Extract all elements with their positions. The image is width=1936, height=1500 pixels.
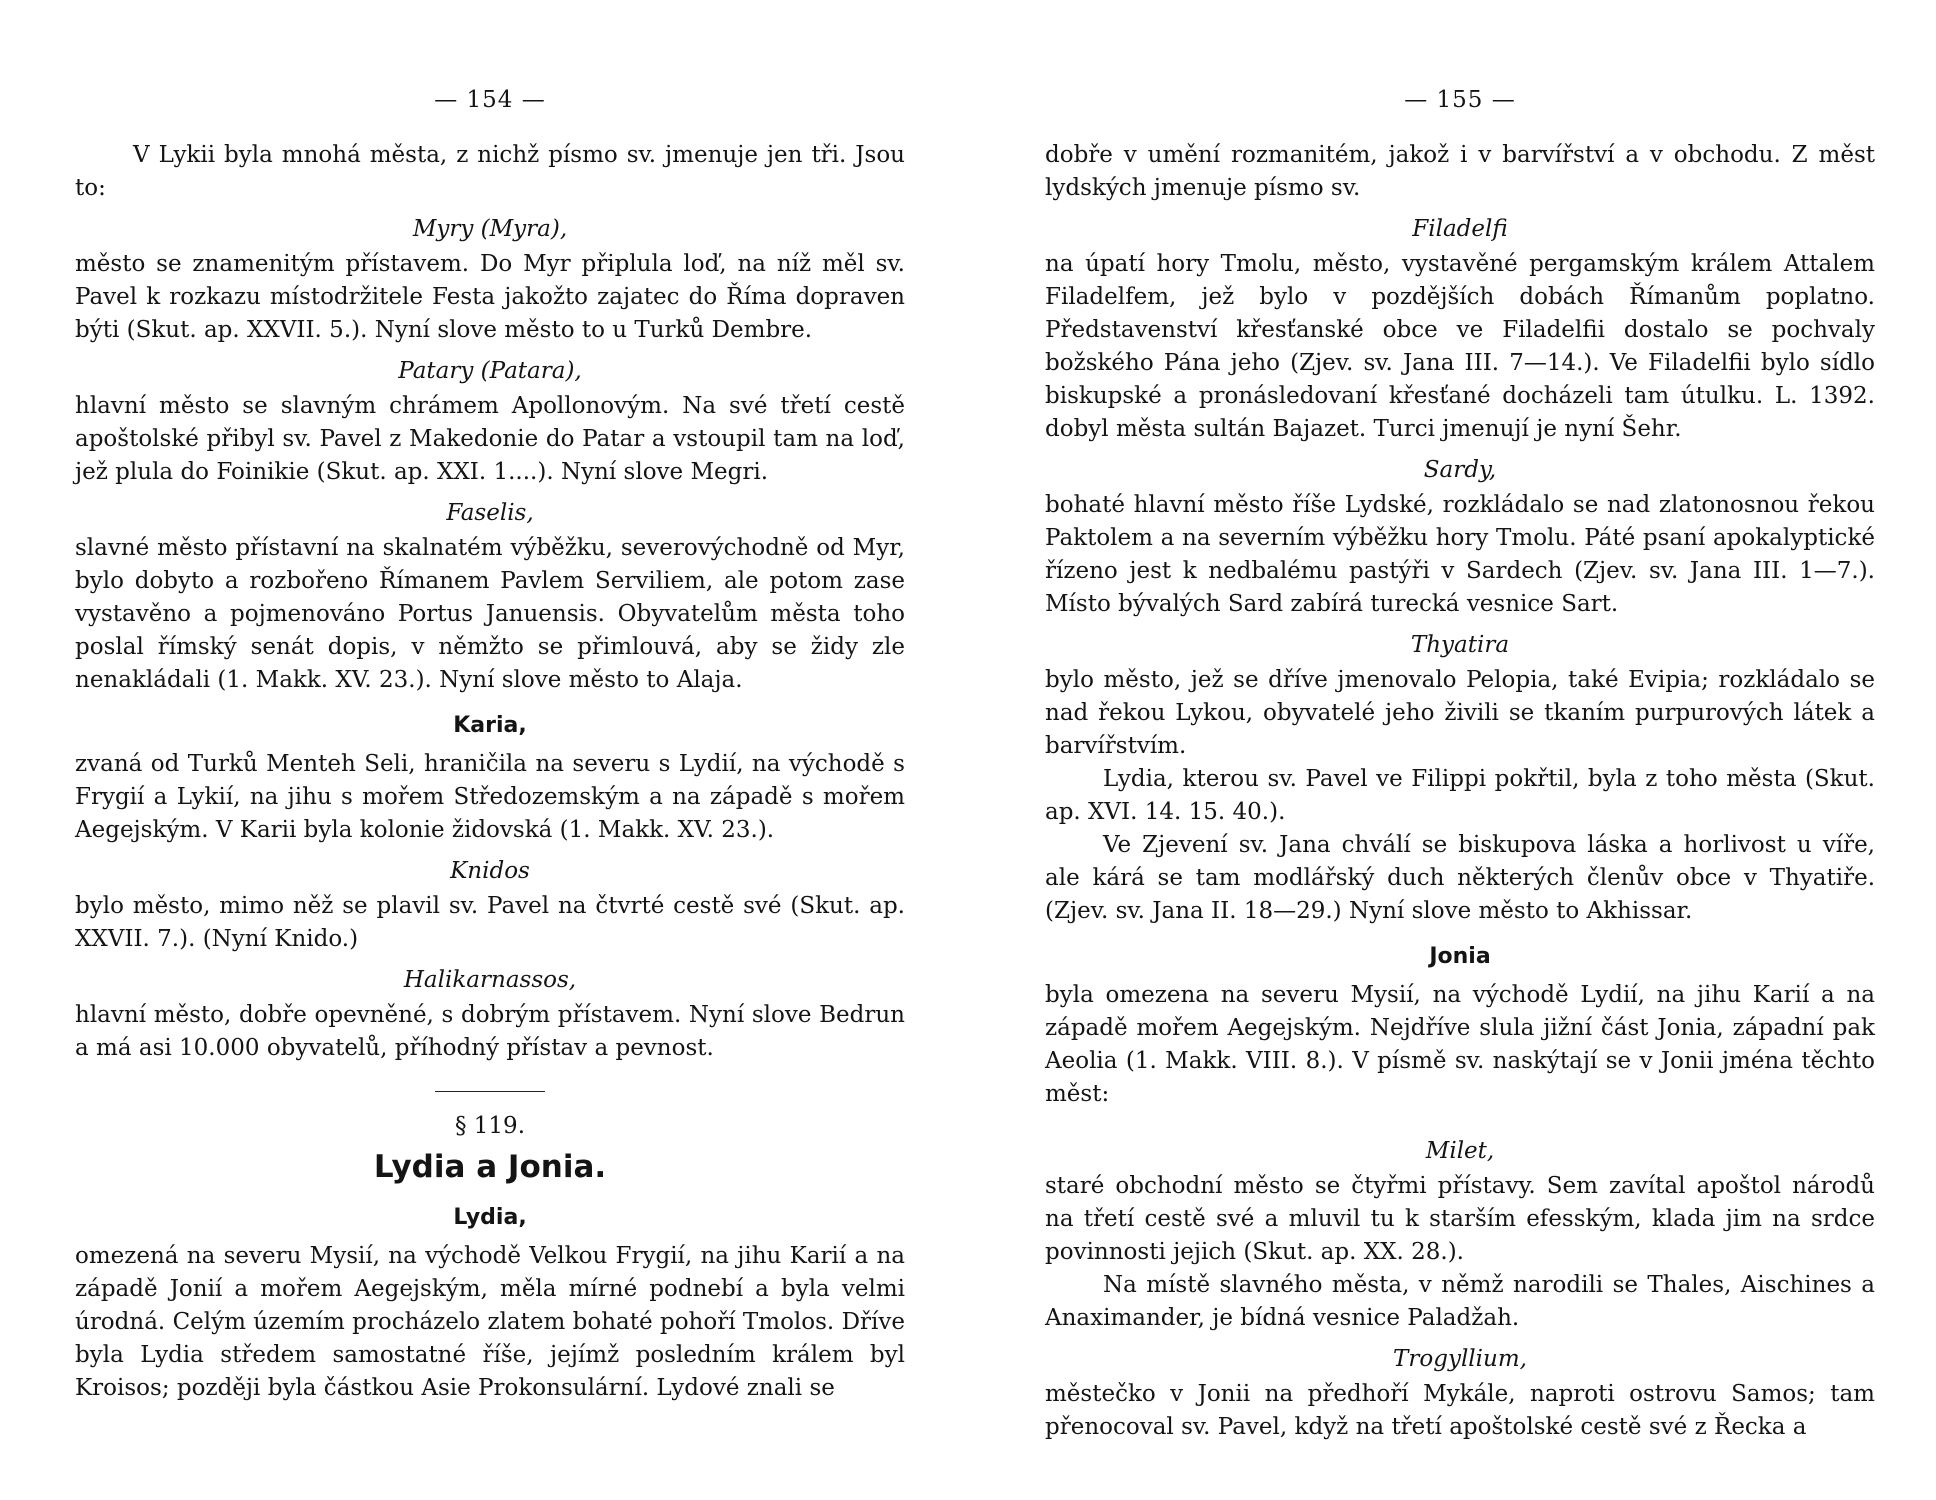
paragraph: město se znamenitým přístavem. Do Myr připlula loď, na níž měl sv. Pavel k rozkazu místodržitele Festa jakožto zajatec do Říma dopraven býti (Skut. ap. XXVII. 5.). Nyní slove město to u Turků Dembre. (75, 251, 905, 343)
paragraph: bylo město, mimo něž se plavil sv. Pavel na čtvrté cestě své (Skut. ap. XXVII. 7.). (Nyní Knido.) (75, 893, 905, 952)
place-heading: Milet, (1425, 1138, 1495, 1164)
place-heading: Filadelfi (1412, 216, 1508, 242)
paragraph: Na místě slavného města, v němž narodili se Thales, Aischines a Anaximander, je bídná vesnice Paladžah. (1045, 1272, 1875, 1331)
paragraph: omezená na severu Mysií, na východě Velkou Frygií, na jihu Karií a na západě Jonií a mořem Aegejským, měla mírné podnebí a byla velmi úrodná. Celým územím procházelo zlatem bohaté pohoří Tmolos. Dříve byla Lydia středem samostatné říše, jejímž posledním králem byl Kroisos; později byla částkou Asie Prokonsulární. Lydové znali se (75, 1243, 905, 1401)
place-heading: Halikarnassos, (403, 967, 577, 993)
region-heading: Lydia, (453, 1205, 527, 1230)
paragraph: zvaná od Turků Menteh Seli, hraničila na severu s Lydií, na východě s Frygií a Lykií, na jihu s mořem Středozemským a na západě s mořem Aegejským. V Karii byla kolonie židovská (1. Makk. XV. 23.). (75, 751, 905, 843)
place-heading: Faselis, (446, 500, 534, 526)
paragraph: slavné město přístavní na skalnatém výběžku, severovýchodně od Myr, bylo dobyto a rozbořeno Římanem Pavlem Serviliem, ale potom zase vystavěno a pojmenováno Portus Januensis. Obyvatelům města toho poslal římský senát dopis, v němžto se přimlouvá, aby se židy zle nenakládali (1. Makk. XV. 23.). Nyní slove město to Alaja. (75, 535, 905, 693)
section-number: § 119. (454, 1113, 526, 1139)
paragraph: dobře v umění rozmanitém, jakož i v barvířství a v obchodu. Z měst lydských jmenuje písmo sv. (1045, 142, 1875, 201)
paragraph: Ve Zjevení sv. Jana chválí se biskupova láska a horlivost u víře, ale kárá se tam modlářský duch některých členův obce v Thyatiře. (Zjev. sv. Jana II. 18—29.) Nyní slove město to Akhissar. (1045, 832, 1875, 924)
region-heading: Jonia (1429, 944, 1491, 969)
place-heading: Trogyllium, (1393, 1346, 1527, 1372)
right-page (1045, 84, 1875, 1444)
place-heading: Knidos (450, 858, 530, 884)
paragraph: bylo město, jež se dříve jmenovalo Pelopia, také Evipia; rozkládalo se nad řekou Lykou, obyvatelé jeho živili se tkaním purpurových látek a barvířstvím. (1045, 667, 1875, 759)
paragraph: staré obchodní město se čtyřmi přístavy. Sem zavítal apoštol národů na třetí cestě své a mluvil tu k starším efesským, klada jim na srdce povinnosti jejich (Skut. ap. XX. 28.). (1045, 1173, 1875, 1265)
left-page (75, 84, 905, 1405)
paragraph: městečko v Jonii na předhoří Mykále, naproti ostrovu Samos; tam přenocoval sv. Pavel, když na třetí apoštolské cestě své z Řecka a (1045, 1381, 1875, 1440)
section-title: Lydia a Jonia. (373, 1149, 607, 1185)
paragraph: na úpatí hory Tmolu, město, vystavěné pergamským králem Attalem Filadelfem, jež bylo v pozdějších dobách Římanům poplatno. Představenství křesťanské obce ve Filadelfii dostalo se pochvaly božského Pána jeho (Zjev. sv. Jana III. 7—14.). Ve Filadelfii bylo sídlo biskupské a pronásledovaní křesťané docházeli tam útulku. L. 1392. dobyl města sultán Bajazet. Turci jmenují je nyní Šehr. (1045, 251, 1875, 442)
place-heading: Sardy, (1423, 457, 1497, 483)
place-heading: Myry (Myra), (412, 216, 568, 242)
place-heading: Thyatira (1410, 632, 1510, 658)
paragraph: bohaté hlavní město říše Lydské, rozkládalo se nad zlatonosnou řekou Paktolem a na severním výběžku hory Tmolu. Páté psaní apokalyptické řízeno jest k nedbalému pastýři v Sardech (Zjev. sv. Jana III. 1—7.). Místo bývalých Sard zabírá turecká vesnice Sart. (1045, 492, 1875, 617)
place-heading: Patary (Patara), (398, 358, 582, 384)
paragraph: Lydia, kterou sv. Pavel ve Filippi pokřtil, byla z toho města (Skut. ap. XVI. 14. 15. 40.). (1045, 766, 1875, 825)
paragraph: byla omezena na severu Mysií, na východě Lydií, na jihu Karií a na západě mořem Aegejským. Nejdříve slula jižní část Jonia, západní pak Aeolia (1. Makk. VIII. 8.). V písmě sv. naskýtají se v Jonii jména těchto měst: (1045, 982, 1875, 1107)
page-number: — 154 — (434, 87, 546, 113)
page-number: — 155 — (1404, 87, 1516, 113)
paragraph: hlavní město, dobře opevněné, s dobrým přístavem. Nyní slove Bedrun a má asi 10.000 obyvatelů, příhodný přístav a pevnost. (75, 1002, 905, 1061)
paragraph: hlavní město se slavným chrámem Apollonovým. Na své třetí cestě apoštolské přibyl sv. Pavel z Makedonie do Patar a vstoupil tam na loď, jež plula do Foinikie (Skut. ap. XXI. 1....). Nyní slove Megri. (75, 393, 905, 485)
divider (435, 1091, 545, 1092)
paragraph: V Lykii byla mnohá města, z nichž písmo sv. jmenuje jen tři. Jsou to: (75, 142, 905, 201)
region-heading: Karia, (453, 713, 527, 738)
